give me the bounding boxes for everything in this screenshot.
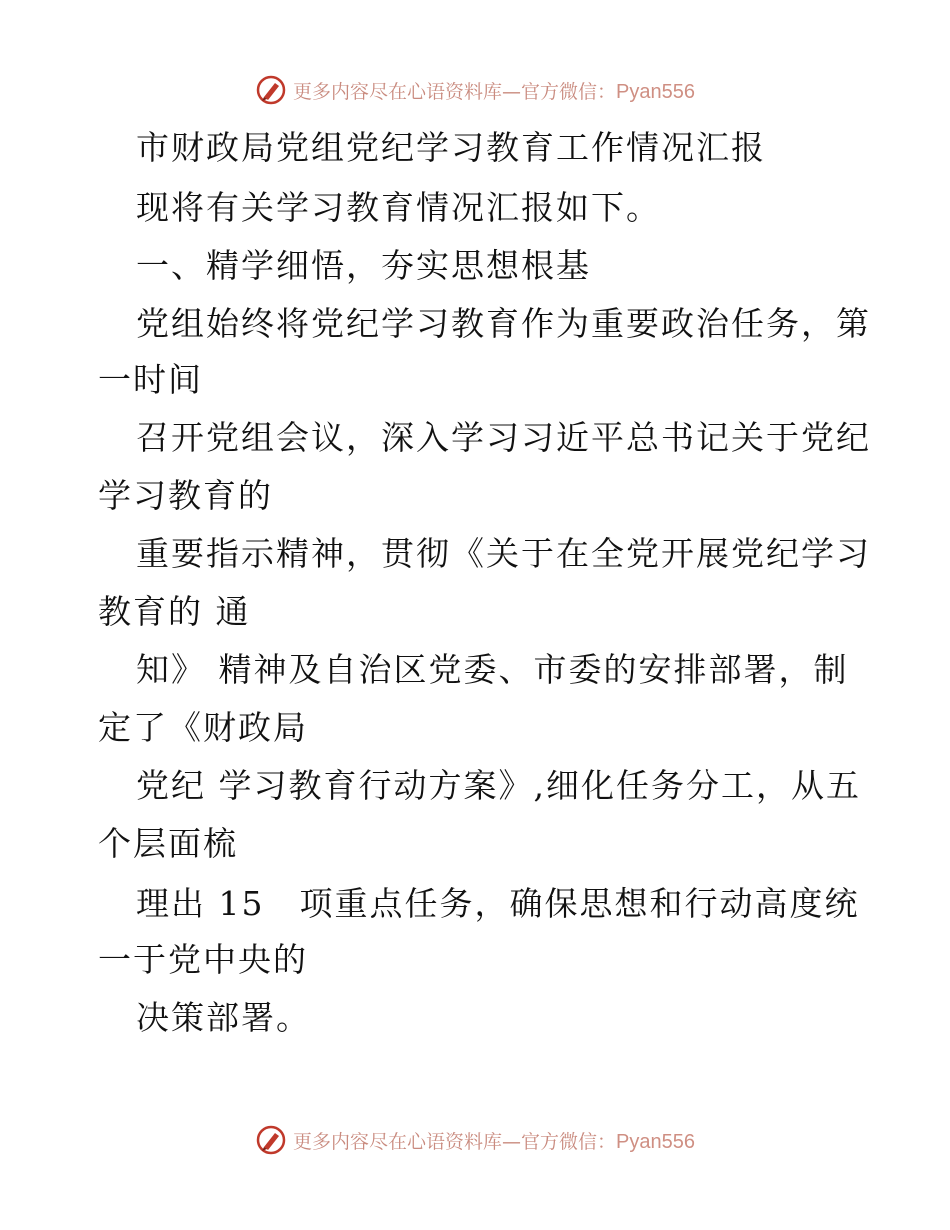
watermark-header (0, 72, 950, 108)
paragraph-line: 党组始终将党纪学习教育作为重要政治任务，第 (136, 304, 871, 343)
paragraph-line: 理出 15 项重点任务，确保思想和行动高度统 (136, 884, 860, 923)
paragraph-line: 定了《财政局 (98, 708, 308, 747)
paragraph-line: 学习教育的 (98, 476, 273, 515)
paragraph-line: 教育的 通 (98, 592, 251, 631)
watermark-footer (0, 1122, 950, 1158)
paragraph-line: 重要指示精神，贯彻《关于在全党开展党纪学习 (136, 534, 871, 573)
pen-logo-icon (255, 1124, 287, 1156)
watermark-wechat-id: Pyan556 (616, 1130, 695, 1153)
section-heading: 一、精学细悟，夯实思想根基 (136, 246, 591, 285)
paragraph-line: 决策部署。 (136, 998, 311, 1037)
document-title: 市财政局党组党纪学习教育工作情况汇报 (136, 128, 766, 167)
paragraph-line: 召开党组会议，深入学习习近平总书记关于党纪 (136, 418, 871, 457)
watermark-text: 更多内容尽在心语资料库—官方微信：Pyan556 (293, 1130, 695, 1153)
paragraph-line: 知》 精神及自治区党委、市委的安排部署，制 (136, 650, 849, 689)
paragraph-line: 个层面梳 (98, 824, 238, 863)
pen-logo-icon (255, 74, 287, 106)
paragraph-line: 一于党中央的 (98, 940, 308, 979)
paragraph-line: 党纪 学习教育行动方案》,细化任务分工，从五 (136, 766, 861, 805)
watermark-text: 更多内容尽在心语资料库—官方微信：Pyan556 (293, 80, 695, 103)
watermark-wechat-id: Pyan556 (616, 80, 695, 103)
paragraph-line: 现将有关学习教育情况汇报如下。 (136, 188, 661, 227)
paragraph-line: 一时间 (98, 360, 203, 399)
